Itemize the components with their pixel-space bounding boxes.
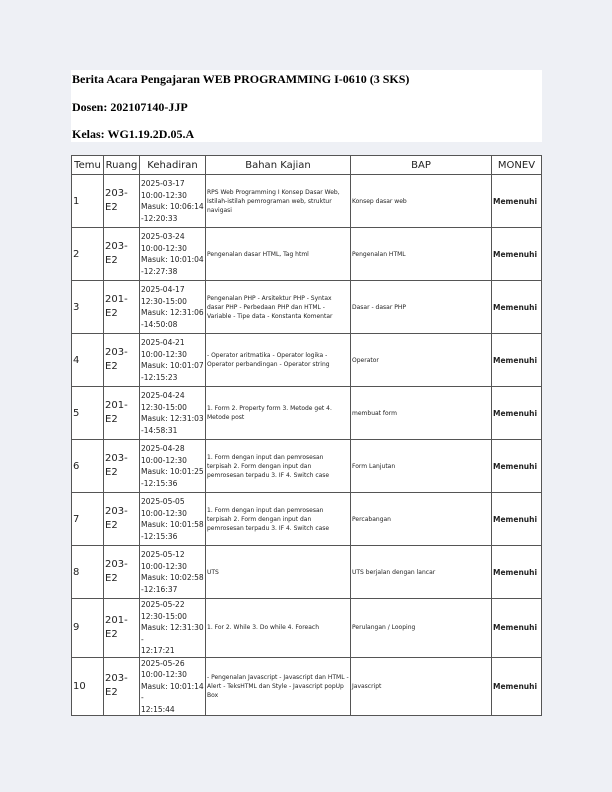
attendance-time: 12:30-15:00 [141, 611, 187, 621]
cell-temu: 5 [72, 387, 104, 440]
attendance-time: 12:30-15:00 [141, 296, 187, 306]
cell-kehadiran [140, 493, 206, 546]
cell-bap: Javascript [351, 657, 492, 716]
column-header-monev: MONEV [492, 156, 542, 175]
attendance-masuk: Masuk: 10:01:25 [141, 467, 204, 476]
cell-ruang: 201-E2 [104, 281, 140, 334]
cell-bahan-kajian: 1. Form dengan input dan pemrosesan terpisah 2. Form dengan input dan pemrosesan terpadu 3. IF 4. Switch case [206, 493, 351, 546]
attendance-masuk: Masuk: 10:06:14 [141, 202, 204, 211]
cell-bap: Perulangan / Looping [351, 599, 492, 658]
cell-kehadiran [140, 334, 206, 387]
cell-kehadiran [140, 228, 206, 281]
cell-monev: Memenuhi [492, 228, 542, 281]
cell-ruang: 201-E2 [104, 387, 140, 440]
cell-kehadiran [140, 175, 206, 228]
column-header-bahan-kajian: Bahan Kajian [206, 156, 351, 175]
attendance-masuk: Masuk: 12:31:03 [141, 414, 204, 423]
attendance-date: 2025-05-12 [141, 550, 185, 559]
attendance-date: 2025-05-22 [141, 600, 185, 609]
column-header-kehadiran: Kehadiran [140, 156, 206, 175]
attendance-keluar: -12:20:33 [141, 213, 178, 223]
attendance-keluar: -12:27:38 [141, 266, 178, 276]
cell-bap: Konsep dasar web [351, 175, 492, 228]
table-header-row [72, 156, 542, 175]
table-row [72, 493, 542, 546]
cell-bahan-kajian: RPS Web Programming I Konsep Dasar Web, Istilah-istilah pemrograman web, struktur navigasi [206, 175, 351, 228]
cell-bahan-kajian: 1. For 2. While 3. Do while 4. Foreach [206, 599, 351, 658]
table-row [72, 599, 542, 658]
cell-temu: 6 [72, 440, 104, 493]
attendance-masuk: Masuk: 12:31:30 - [141, 623, 204, 644]
cell-temu: 9 [72, 599, 104, 658]
attendance-date: 2025-04-17 [141, 285, 185, 294]
cell-bap: Operator [351, 334, 492, 387]
cell-ruang: 203-E2 [104, 175, 140, 228]
attendance-masuk: Masuk: 10:01:14 - [141, 681, 204, 702]
attendance-keluar: -12:15:36 [141, 478, 178, 488]
attendance-time: 10:00-12:30 [141, 455, 187, 465]
attendance-time: 10:00-12:30 [141, 670, 187, 679]
cell-bap: Pengenalan HTML [351, 228, 492, 281]
attendance-date: 2025-05-26 [141, 658, 185, 668]
attendance-keluar: -12:16:37 [141, 584, 178, 594]
cell-bahan-kajian: - Operator aritmatika - Operator logika - Operator perbandingan - Operator string [206, 334, 351, 387]
cell-monev: Memenuhi [492, 387, 542, 440]
cell-ruang: 203-E2 [104, 440, 140, 493]
cell-monev: Memenuhi [492, 657, 542, 716]
attendance-keluar: -12:15:23 [141, 372, 178, 382]
lecturer-line: Dosen: 202107140-JJP [72, 100, 188, 114]
cell-bap: UTS berjalan dengan lancar [351, 546, 492, 599]
cell-bap: Dasar - dasar PHP [351, 281, 492, 334]
cell-temu: 4 [72, 334, 104, 387]
cell-temu: 8 [72, 546, 104, 599]
attendance-date: 2025-04-21 [141, 338, 185, 347]
cell-kehadiran [140, 440, 206, 493]
cell-temu: 3 [72, 281, 104, 334]
cell-bahan-kajian: Pengenalan PHP - Arsitektur PHP - Syntax dasar PHP - Perbedaan PHP dan HTML - Variable - Tipe data - Konstanta Komentar [206, 281, 351, 334]
cell-kehadiran [140, 281, 206, 334]
cell-bahan-kajian: 1. Form 2. Property form 3. Metode get 4. Metode post [206, 387, 351, 440]
attendance-time: 10:00-12:30 [141, 561, 187, 571]
attendance-keluar: 12:15:44 [141, 704, 175, 714]
cell-bahan-kajian: Pengenalan dasar HTML, Tag html [206, 228, 351, 281]
cell-temu: 1 [72, 175, 104, 228]
class-line: Kelas: WG1.19.2D.05.A [72, 127, 195, 141]
cell-temu: 7 [72, 493, 104, 546]
teaching-record-table [71, 155, 542, 716]
column-header-bap: BAP [351, 156, 492, 175]
attendance-keluar: -12:15:36 [141, 531, 178, 541]
cell-monev: Memenuhi [492, 281, 542, 334]
attendance-keluar: 12:17:21 [141, 646, 175, 655]
cell-temu: 10 [72, 657, 104, 716]
cell-ruang: 203-E2 [104, 546, 140, 599]
attendance-date: 2025-03-17 [141, 179, 185, 188]
attendance-keluar: -14:58:31 [141, 425, 178, 435]
table-row [72, 440, 542, 493]
cell-ruang: 201-E2 [104, 599, 140, 658]
cell-ruang: 203-E2 [104, 228, 140, 281]
cell-monev: Memenuhi [492, 546, 542, 599]
column-header-temu: Temu [72, 156, 104, 175]
attendance-masuk: Masuk: 10:01:04 [141, 255, 204, 264]
attendance-date: 2025-03-24 [141, 232, 185, 241]
attendance-masuk: Masuk: 10:02:58 [141, 573, 204, 582]
column-header-ruang: Ruang [104, 156, 140, 175]
table-row [72, 228, 542, 281]
table-row [72, 387, 542, 440]
attendance-date: 2025-04-28 [141, 444, 185, 453]
cell-kehadiran [140, 657, 206, 716]
attendance-time: 10:00-12:30 [141, 190, 187, 200]
cell-bahan-kajian: - Pengenalan Javascript - Javascript dan HTML - Alert - TeksHTML dan Style - Javascript popUp Box [206, 657, 351, 716]
attendance-time: 10:00-12:30 [141, 349, 187, 359]
cell-ruang: 203-E2 [104, 493, 140, 546]
cell-kehadiran [140, 546, 206, 599]
table-row [72, 175, 542, 228]
document-title: Berita Acara Pengajaran WEB PROGRAMMING I-0610 (3 SKS) [72, 72, 410, 86]
cell-bahan-kajian: 1. Form dengan input dan pemrosesan terpisah 2. Form dengan input dan pemrosesan terpadu 3. IF 4. Switch case [206, 440, 351, 493]
attendance-masuk: Masuk: 12:31:06 [141, 308, 204, 317]
attendance-masuk: Masuk: 10:01:07 [141, 361, 204, 370]
table-row [72, 281, 542, 334]
table-row [72, 334, 542, 387]
cell-bap: membuat form [351, 387, 492, 440]
cell-monev: Memenuhi [492, 440, 542, 493]
cell-kehadiran [140, 599, 206, 658]
cell-monev: Memenuhi [492, 599, 542, 658]
table-row [72, 657, 542, 716]
attendance-keluar: -14:50:08 [141, 319, 178, 329]
cell-temu: 2 [72, 228, 104, 281]
cell-bahan-kajian: UTS [206, 546, 351, 599]
document-header [71, 70, 542, 142]
cell-bap: Percabangan [351, 493, 492, 546]
cell-monev: Memenuhi [492, 493, 542, 546]
cell-monev: Memenuhi [492, 334, 542, 387]
attendance-masuk: Masuk: 10:01:58 [141, 520, 204, 529]
cell-kehadiran [140, 387, 206, 440]
cell-ruang: 203-E2 [104, 657, 140, 716]
cell-bap: Form Lanjutan [351, 440, 492, 493]
attendance-time: 12:30-15:00 [141, 402, 187, 412]
attendance-date: 2025-05-05 [141, 497, 185, 506]
attendance-date: 2025-04-24 [141, 391, 185, 400]
cell-ruang: 203-E2 [104, 334, 140, 387]
attendance-time: 10:00-12:30 [141, 508, 187, 518]
cell-monev: Memenuhi [492, 175, 542, 228]
table-row [72, 546, 542, 599]
attendance-time: 10:00-12:30 [141, 243, 187, 253]
